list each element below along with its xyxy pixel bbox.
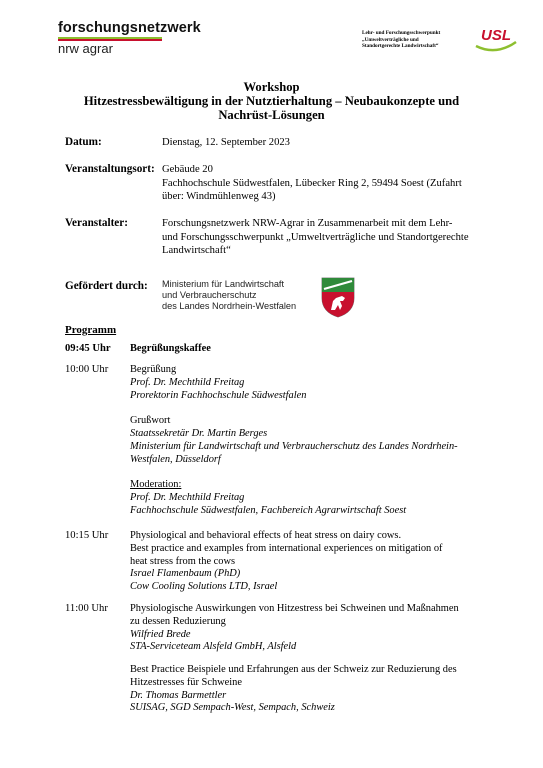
time-1000: 10:00 Uhr <box>65 364 109 375</box>
usl-caption <box>362 30 472 50</box>
title-line: Hitzestressbewältigung in der Nutztierhaltung – Neubaukonzepte und <box>83 94 460 108</box>
time-1015: 10:15 Uhr <box>65 530 109 541</box>
svg-text:USL: USL <box>481 27 511 44</box>
program-item-coffee <box>130 343 510 356</box>
usl-logo-icon <box>472 22 520 54</box>
venue-value <box>162 163 512 204</box>
usl-caption-line: Lehr- und Forschungsschwerpunkt <box>362 30 441 36</box>
program-item-talk-pigs <box>130 603 510 654</box>
speaker-name: Staatssekretär Dr. Martin Berges <box>130 427 268 439</box>
organizer-line: Landwirtschaft“ <box>162 245 231 257</box>
speaker-affiliation: Ministerium für Landwirtschaft und Verbraucherschutz des Landes Nordrhein- <box>130 440 458 452</box>
time-1100: 11:00 Uhr <box>65 603 108 614</box>
talk-title: zu dessen Reduzierung <box>130 615 226 627</box>
venue-label: Veranstaltungsort: <box>65 163 155 175</box>
workshop-title <box>40 80 503 122</box>
ministry-line: Ministerium für Landwirtschaft <box>162 279 285 289</box>
talk-title: Physiologische Auswirkungen von Hitzestress bei Schweinen und Maßnahmen <box>130 603 459 614</box>
date-label: Datum: <box>65 136 102 148</box>
speaker-affiliation: STA-Serviceteam Alsfeld GmbH, Alsfeld <box>130 641 297 653</box>
talk-title: heat stress from the cows <box>130 555 236 567</box>
speaker-affiliation: Westfalen, Düsseldorf <box>130 453 221 465</box>
network-logo-subtitle: nrw agrar <box>58 41 113 56</box>
moderator-name: Prof. Dr. Mechthild Freitag <box>130 491 245 503</box>
program-item-talk-switzerland <box>130 664 510 715</box>
venue-line: Gebäude 20 <box>162 164 213 175</box>
moderation-label: Moderation: <box>130 479 182 491</box>
moderator-affiliation: Fachhochschule Südwestfalen, Fachbereich Agrarwirtschaft Soest <box>130 504 407 516</box>
talk-title: Best Practice Beispiele und Erfahrungen aus der Schweiz zur Reduzierung des <box>130 664 457 675</box>
ministry-line: und Verbraucherschutz <box>162 289 257 300</box>
item-title: Grußwort <box>130 415 171 427</box>
title-line: Nachrüst-Lösungen <box>218 108 325 122</box>
program-item-welcome <box>130 364 510 518</box>
item-title: Begrüßungskaffee <box>130 343 211 354</box>
speaker-name: Dr. Thomas Barmettler <box>130 689 227 701</box>
funded-by-label: Gefördert durch: <box>65 280 148 292</box>
speaker-name: Israel Flamenbaum (PhD) <box>130 568 241 580</box>
speaker-affiliation: Prorektorin Fachhochschule Südwestfalen <box>130 389 307 401</box>
usl-caption-line: Standortgerechte Landwirtschaft“ <box>362 43 439 49</box>
organizer-label: Veranstalter: <box>65 217 128 229</box>
speaker-affiliation: SUISAG, SGD Sempach-West, Sempach, Schweiz <box>130 702 335 714</box>
organizer-line: und Forschungsschwerpunkt „Umweltverträgliche und Standortgerechte <box>162 231 469 243</box>
speaker-affiliation: Cow Cooling Solutions LTD, Israel <box>130 581 278 593</box>
date-value: Dienstag, 12. September 2023 <box>162 137 290 148</box>
nrw-coat-of-arms-icon <box>320 276 356 318</box>
talk-title: Best practice and examples from international experiences on mitigation of <box>130 542 443 554</box>
title-line: Workshop <box>243 80 300 94</box>
speaker-name: Prof. Dr. Mechthild Freitag <box>130 376 245 388</box>
usl-caption-line: „Umweltverträgliche und <box>362 36 419 43</box>
venue-line: Fachhochschule Südwestfalen, Lübecker Ring 2, 59494 Soest (Zufahrt <box>162 177 462 189</box>
organizer-value <box>162 217 512 258</box>
network-logo-title: forschungsnetzwerk <box>58 20 201 36</box>
item-title: Begrüßung <box>130 364 177 375</box>
talk-title: Physiological and behavioral effects of heat stress on dairy cows. <box>130 530 402 541</box>
program-item-talk-cows <box>130 530 510 594</box>
organizer-line: Forschungsnetzwerk NRW-Agrar in Zusammenarbeit mit dem Lehr- <box>162 218 453 229</box>
time-0945: 09:45 Uhr <box>65 343 111 354</box>
ministry-line: des Landes Nordrhein-Westfalen <box>162 300 297 311</box>
venue-line: über: Windmühlenweg 43) <box>162 191 276 203</box>
ministry-logo-text <box>162 279 296 311</box>
talk-title: Hitzestresses für Schweine <box>130 676 242 688</box>
speaker-name: Wilfried Brede <box>130 628 191 640</box>
program-heading: Programm <box>65 324 117 336</box>
